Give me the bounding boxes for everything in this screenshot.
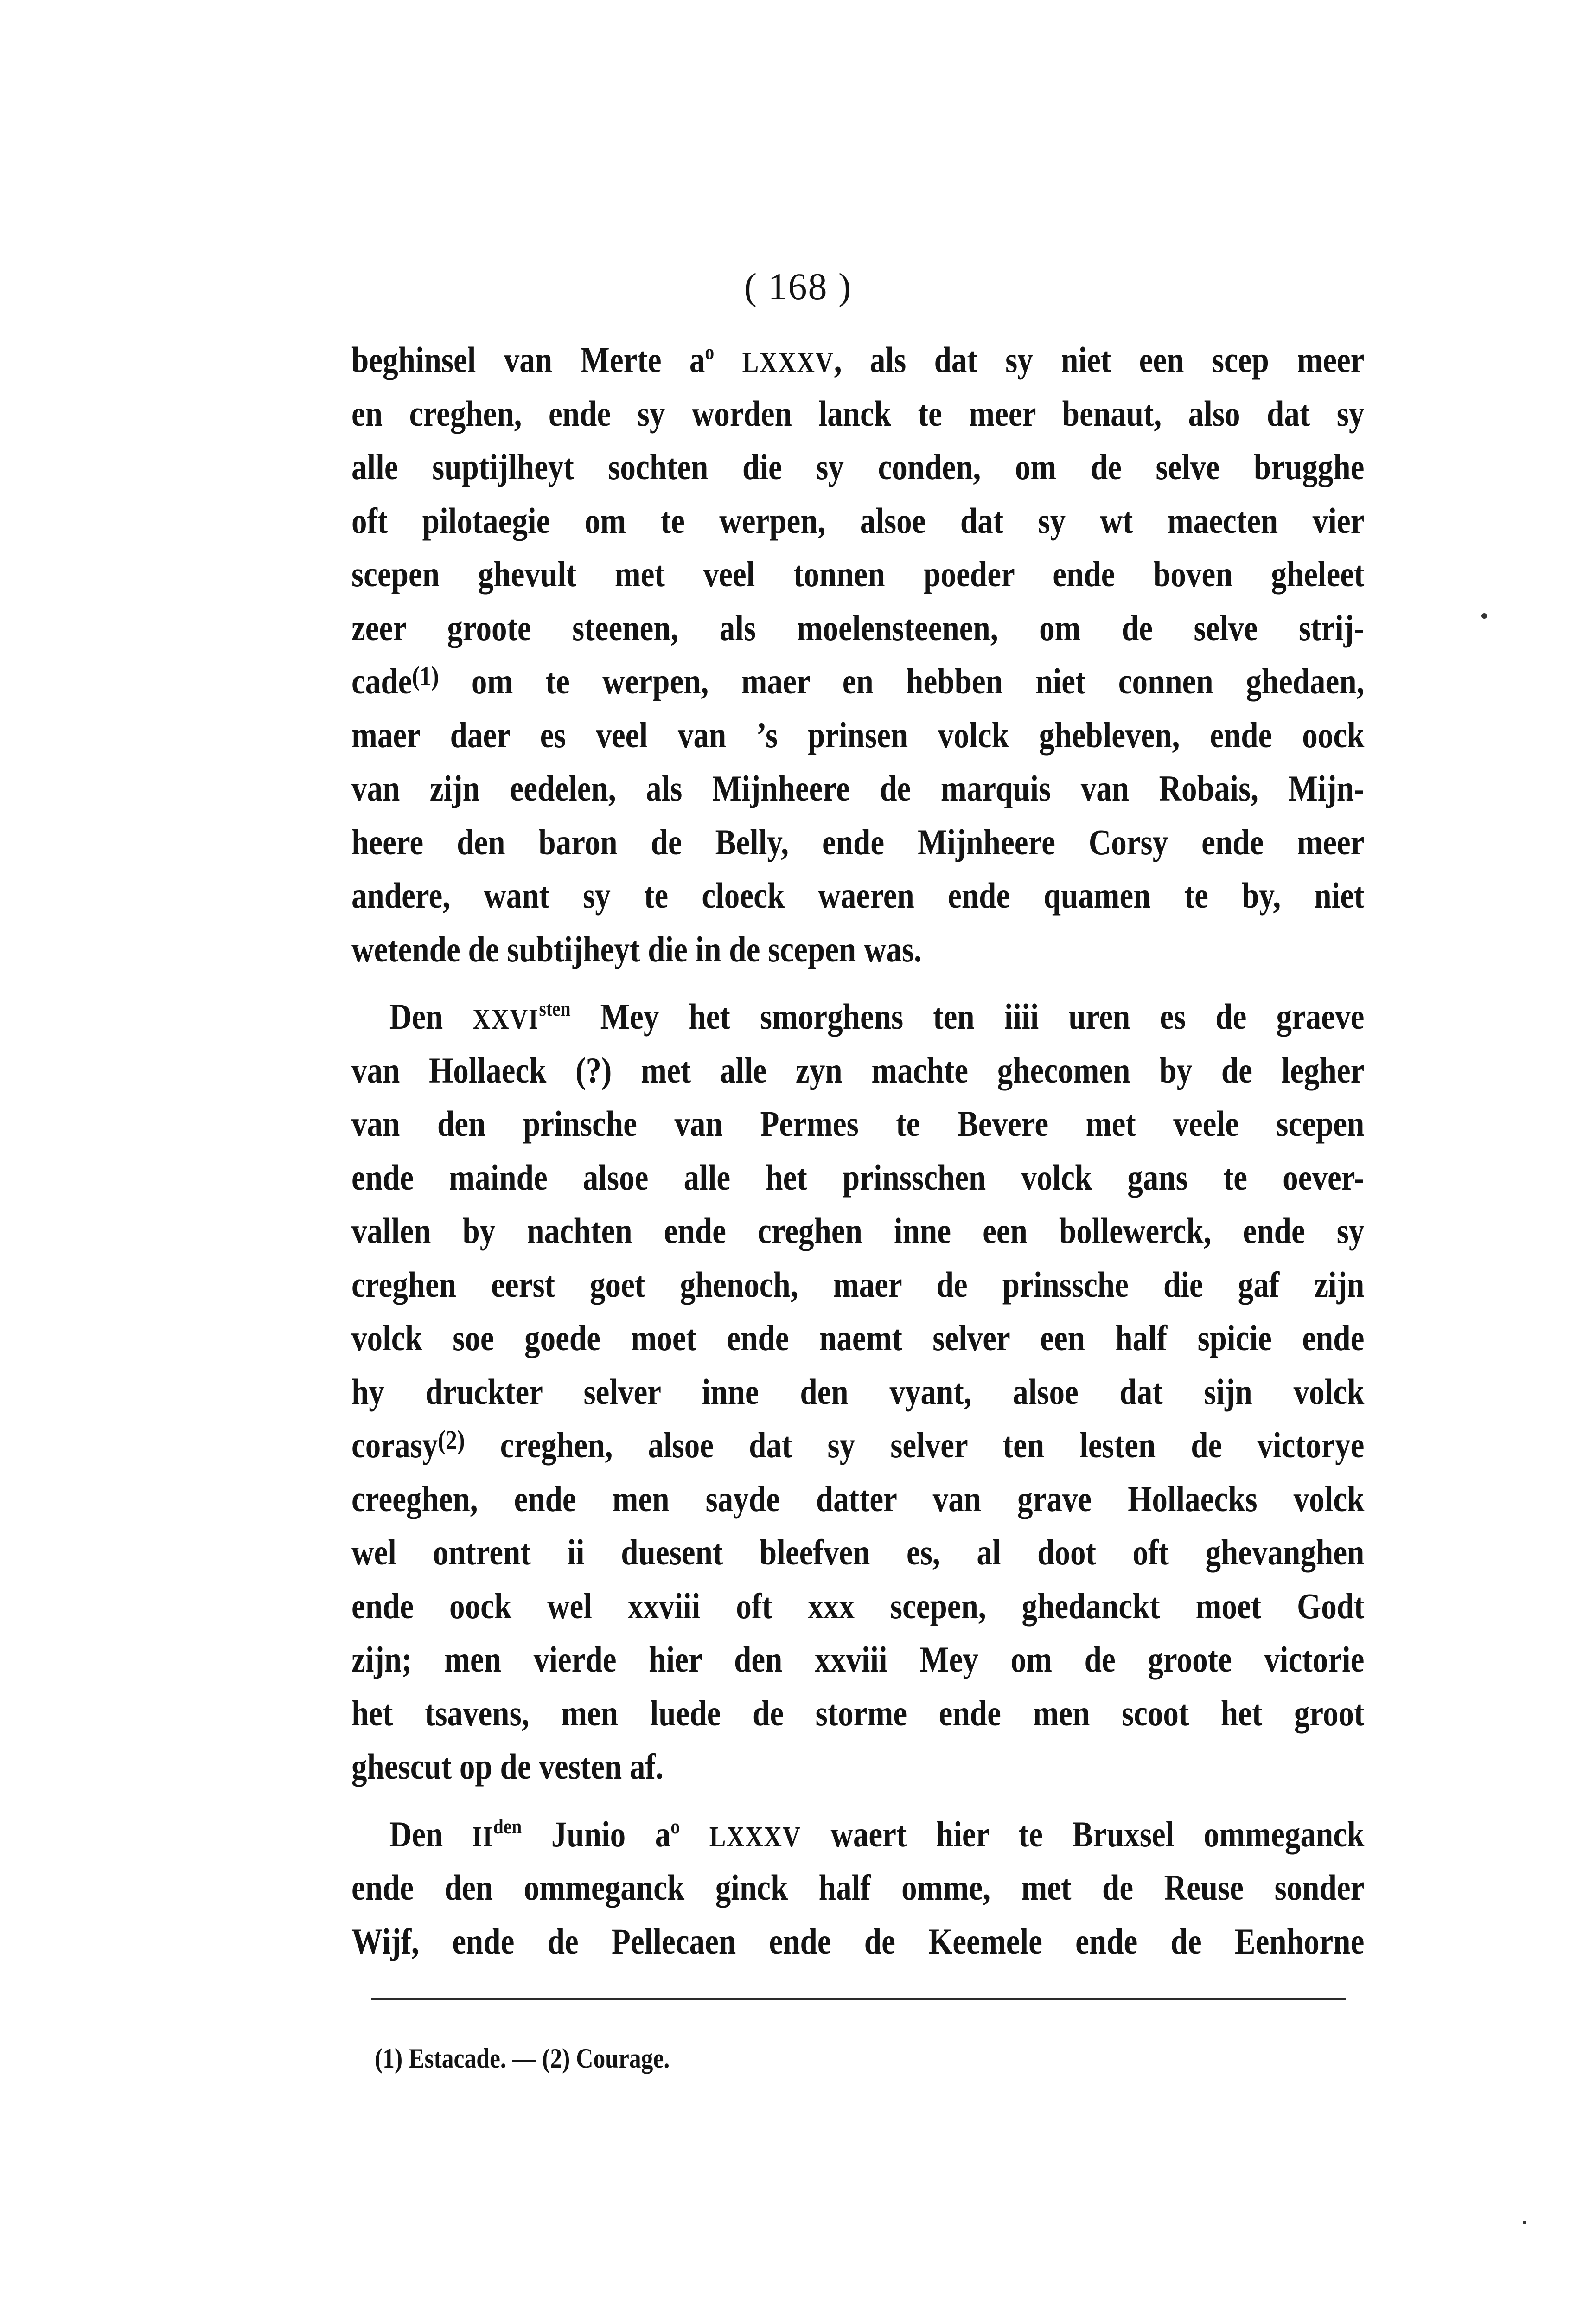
text-line	[351, 654, 1364, 708]
superscript: sten	[539, 997, 571, 1020]
text-line	[351, 1044, 1364, 1097]
text-line	[351, 815, 1364, 869]
text-run: beghinsel van Merte a	[351, 340, 705, 380]
text-run: scepen ghevult met veel tonnen poeder ende boven gheleet	[351, 554, 1365, 594]
text-run: alle suptijlheyt sochten die sy conden, om de selve brugghe	[351, 447, 1365, 487]
text-line	[351, 1258, 1364, 1312]
text-line	[351, 1472, 1364, 1526]
text-run: het tsavens, men luede de storme ende men scoot het groot	[351, 1692, 1365, 1733]
text-line	[351, 1365, 1364, 1419]
text-run: hy druckter selver inne den vyant, alsoe dat sijn volck	[351, 1371, 1365, 1412]
text-run	[680, 1814, 709, 1854]
text-line	[351, 869, 1364, 922]
text-run: van Hollaeck (?) met alle zyn machte ghecomen by de legher	[351, 1050, 1365, 1090]
footnote-reference: (2)	[438, 1425, 465, 1455]
text-run: zijn; men vierde hier den xxviii Mey om de groote victorie	[351, 1639, 1365, 1679]
footnote-divider	[371, 1998, 1346, 2000]
superscript: den	[493, 1814, 522, 1838]
footnotes: (1) Estacade. — (2) Courage.	[375, 2043, 670, 2074]
text-line	[351, 1686, 1364, 1740]
paragraph-gap	[351, 976, 1364, 990]
text-run: andere, want sy te cloeck waeren ende quamen te by, niet	[351, 875, 1365, 916]
text-line	[351, 1311, 1364, 1365]
page-number: ( 168 )	[744, 265, 852, 307]
text-run: en creghen, ende sy worden lanck te meer benaut, also dat sy	[351, 393, 1365, 434]
print-speck	[1523, 2221, 1526, 2224]
text-line	[351, 1579, 1364, 1633]
text-run: volck soe goede moet ende naemt selver een half spicie ende	[351, 1318, 1365, 1358]
text-run: Mey het smorghens ten iiii uren es de graeve	[570, 996, 1365, 1037]
superscript: o	[670, 1814, 680, 1838]
text-run: wel ontrent ii duesent bleefven es, al doot oft ghevanghen	[351, 1532, 1365, 1572]
text-line	[351, 1151, 1364, 1204]
text-run: heere den baron de Belly, ende Mijnheere Corsy ende meer	[351, 821, 1365, 862]
text-run: ende oock wel xxviii oft xxx scepen, ghedanckt moet Godt	[351, 1585, 1365, 1626]
text-run: van zijn eedelen, als Mijnheere de marquis van Robais, Mijn-	[351, 768, 1365, 808]
paragraph-gap	[351, 1794, 1364, 1807]
roman-numeral: II	[472, 1821, 493, 1853]
text-line	[351, 762, 1364, 815]
text-line	[351, 1861, 1364, 1915]
text-run: Wijf, ende de Pellecaen ende de Keemele ende de Eenhorne	[351, 1921, 1365, 1961]
text-run: van den prinsche van Permes te Bevere met veele scepen	[351, 1103, 1365, 1144]
roman-numeral: LXXXV	[742, 347, 834, 378]
text-run: ghescut op de vesten af.	[351, 1746, 664, 1787]
text-run	[714, 340, 742, 380]
text-line	[351, 708, 1364, 762]
text-line	[351, 1418, 1364, 1472]
superscript: o	[705, 340, 715, 364]
text-line	[351, 1097, 1364, 1151]
roman-numeral: XXVI	[472, 1004, 539, 1035]
text-run: Junio a	[522, 1813, 671, 1854]
text-run: ende den ommeganck ginck half omme, met de Reuse sonder	[351, 1867, 1365, 1908]
text-line	[351, 1807, 1364, 1861]
text-line	[351, 1525, 1364, 1579]
text-run: cade	[351, 661, 412, 701]
text-run: creghen, alsoe dat sy selver ten lesten de victorye	[465, 1425, 1365, 1465]
text-run: zeer groote steenen, als moelensteenen, om de selve strij-	[351, 607, 1365, 648]
text-run: oft pilotaegie om te werpen, alsoe dat sy wt maecten vier	[351, 500, 1365, 541]
body-text	[351, 333, 1364, 1968]
text-run: waert hier te Bruxsel ommeganck	[801, 1813, 1365, 1854]
text-run: maer daer es veel van ’s prinsen volck ghebleven, ende oock	[351, 714, 1365, 755]
text-line	[351, 922, 1364, 976]
text-run: Den	[389, 1813, 472, 1854]
text-line	[351, 494, 1364, 548]
text-line	[351, 387, 1364, 441]
text-line	[351, 440, 1364, 494]
text-run: creghen eerst goet ghenoch, maer de prinssche die gaf zijn	[351, 1264, 1365, 1305]
text-run: wetende de subtijheyt die in de scepen was.	[351, 929, 922, 969]
text-line	[351, 1915, 1364, 1968]
footnote-reference: (1)	[412, 661, 439, 691]
text-line	[351, 333, 1364, 387]
text-line	[351, 1740, 1364, 1794]
text-run: creeghen, ende men sayde datter van grave Hollaecks volck	[351, 1478, 1365, 1519]
text-line	[351, 1633, 1364, 1686]
text-line	[351, 1204, 1364, 1258]
text-run: vallen by nachten ende creghen inne een bollewerck, ende sy	[351, 1211, 1365, 1251]
text-run: , als dat sy niet een scep meer	[834, 340, 1365, 380]
roman-numeral: LXXXV	[709, 1821, 801, 1853]
text-line	[351, 601, 1364, 655]
text-line	[351, 990, 1364, 1044]
text-run: ende mainde alsoe alle het prinsschen volck gans te oever-	[351, 1157, 1365, 1198]
text-run: om te werpen, maer en hebben niet connen ghedaen,	[439, 661, 1365, 701]
print-speck	[1481, 613, 1487, 619]
text-line	[351, 547, 1364, 601]
text-run: corasy	[351, 1425, 438, 1465]
text-run: Den	[389, 996, 473, 1037]
